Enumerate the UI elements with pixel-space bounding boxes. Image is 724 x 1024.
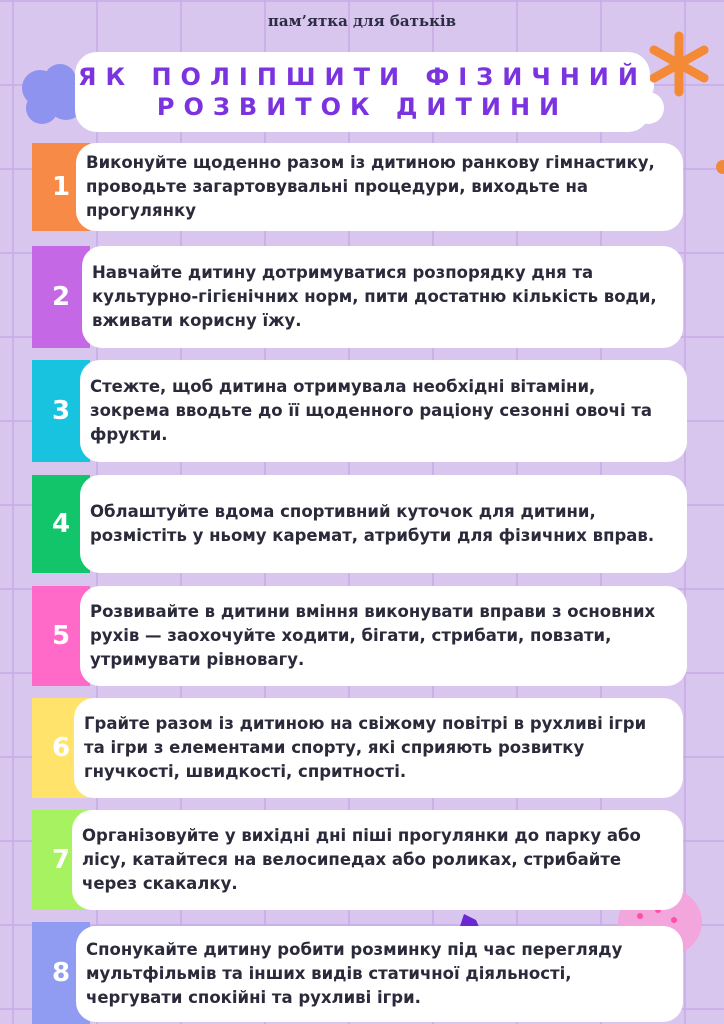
tip-text-4: Облаштуйте вдома спортивний куточок для дитини, розмістіть у ньому каремат, атрибути для фізичних вправ. — [90, 502, 655, 545]
tip-card-3 — [80, 360, 687, 462]
tip-card-6 — [74, 698, 683, 798]
tip-number-2: 2 — [32, 246, 90, 348]
tip-number-3: 3 — [32, 360, 90, 462]
tip-text-7: Організовуйте у вихідні дні піші прогулянки до парку або лісу, катайтеся на велосипедах або роликах, стрибайте через скакалку. — [82, 826, 641, 893]
tip-number-6: 6 — [32, 698, 90, 798]
title-card — [75, 52, 650, 132]
tip-text-1: Виконуйте щоденно разом із дитиною ранкову гімнастику, проводьте загартовувальні процедури, виходьте на прогулянку — [86, 153, 655, 220]
tip-card-4 — [80, 475, 687, 573]
tip-number-5: 5 — [32, 586, 90, 686]
tip-text-6: Грайте разом із дитиною на свіжому повітрі в рухливі ігри та ігри з елементами спорту, які сприяють розвитку гнучкості, швидкості, спритності. — [84, 714, 647, 781]
page-title-line-1: ЯК ПОЛІПШИТИ ФІЗИЧНИЙ — [78, 63, 647, 91]
tip-number-7: 7 — [32, 810, 90, 910]
tip-card-7 — [72, 810, 683, 910]
tip-card-5 — [80, 586, 687, 686]
tip-card-1 — [76, 143, 683, 231]
tip-text-3: Стежте, щоб дитина отримувала необхідні вітаміни, зокрема вводьте до її щоденного раціону сезонні овочі та фрукти. — [90, 377, 653, 444]
tip-number-1: 1 — [32, 143, 90, 231]
tip-card-2 — [82, 246, 683, 348]
asterisk-decoration-icon — [648, 30, 710, 98]
tip-number-4: 4 — [32, 475, 90, 573]
tip-number-8: 8 — [32, 922, 90, 1024]
page-kicker: пам’ятка для батьків — [267, 12, 457, 30]
tip-text-2: Навчайте дитину дотримуватися розпорядку дня та культурно-гігієнічних норм, пити достатню кількість води, вживати корисну їжу. — [92, 263, 657, 330]
tip-text-5: Розвивайте в дитини вміння виконувати вправи з основних рухів — заохочуйте ходити, бігати, стрибати, повзати, утримувати рівновагу. — [90, 602, 656, 669]
page-title-line-2: РОЗВИТОК ДИТИНИ — [156, 93, 569, 121]
dot-decoration — [716, 160, 724, 174]
tip-card-8 — [76, 926, 683, 1022]
tip-text-8: Спонукайте дитину робити розминку під час перегляду мультфільмів та інших видів статичної діяльності, чергувати спокійні та рухливі ігри. — [86, 940, 623, 1007]
